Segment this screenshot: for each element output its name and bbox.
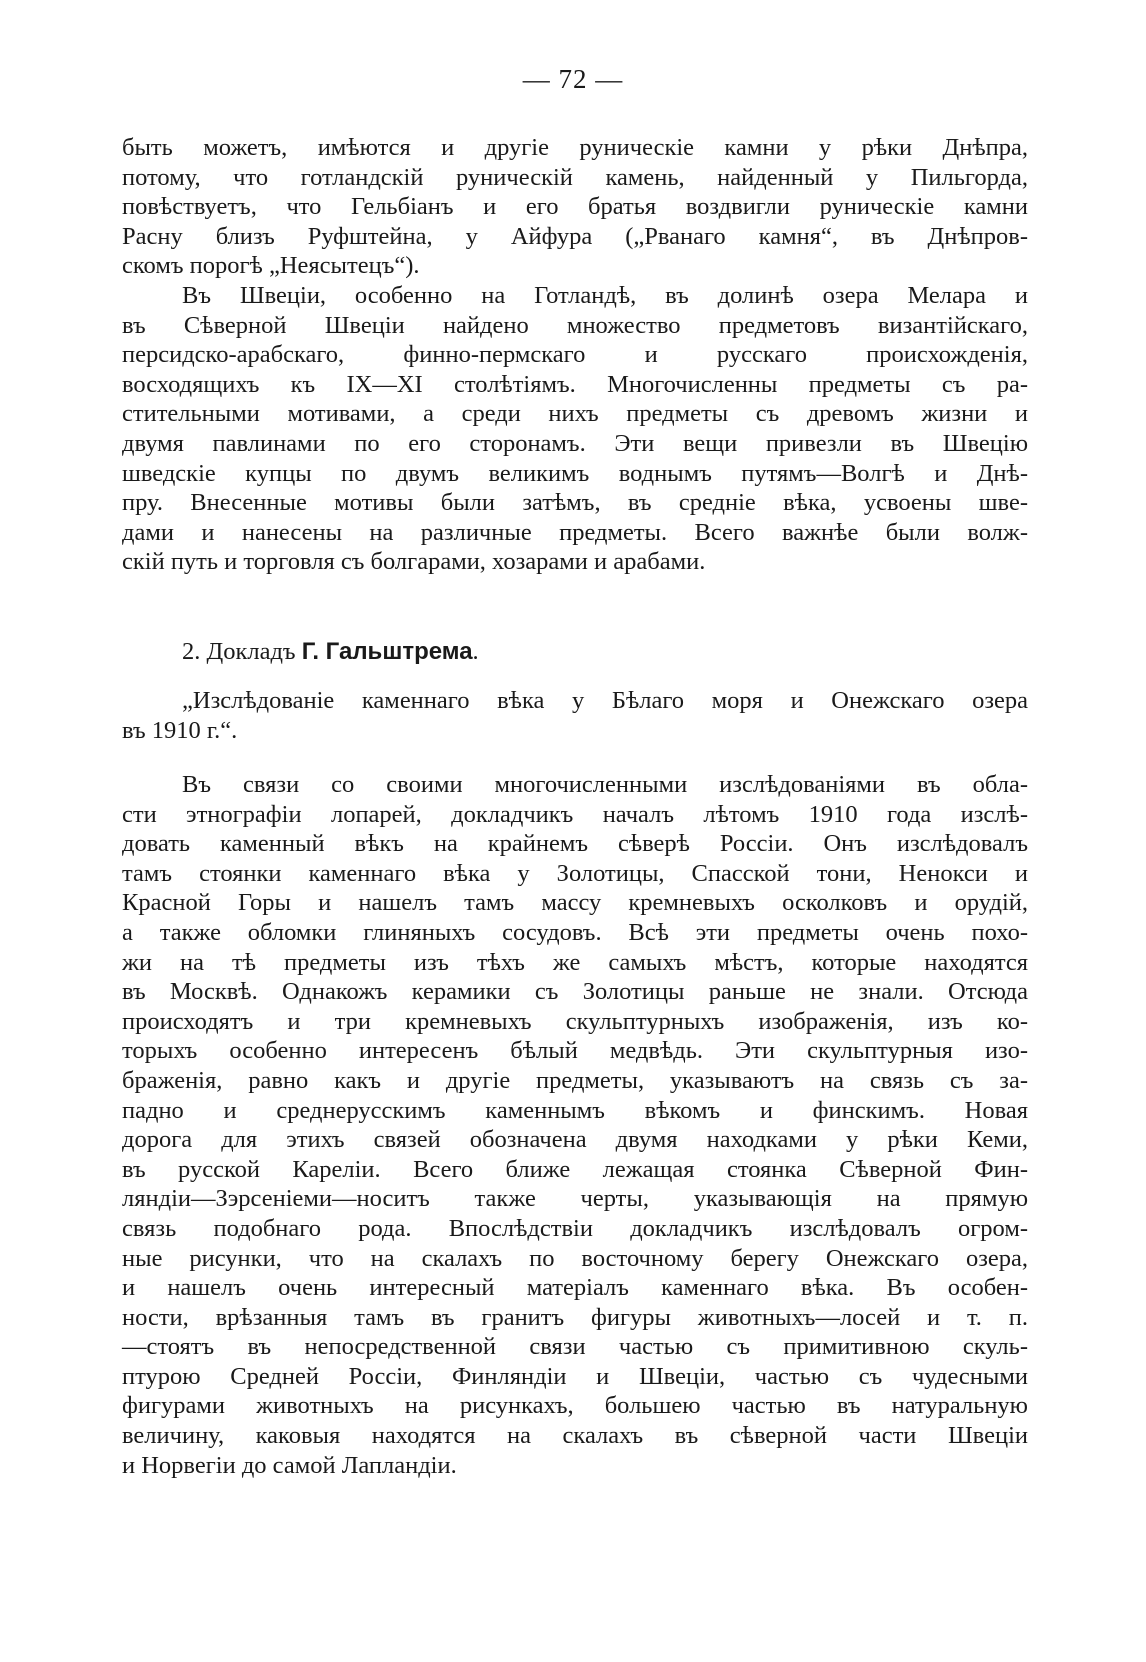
text-line: пру. Внесенные мотивы были затѣмъ, въ средніе вѣка, усвоены шве- <box>122 489 1028 517</box>
text-line: браженія, равно какъ и другіе предметы, указываютъ на связь съ за- <box>122 1066 1028 1094</box>
text-line: повѣствуетъ, что Гельбіанъ и его братья воздвигли руническіе камни <box>122 193 1028 221</box>
text-line: птурою Средней Россіи, Финляндіи и Швеціи, частью съ чудесными <box>122 1362 1028 1390</box>
text-line: ные рисунки, что на скалахъ по восточному берегу Онежскаго озера, <box>122 1244 1028 1272</box>
report-suffix: . <box>472 638 479 665</box>
text-line: и нашелъ очень интересный матеріалъ каменнаго вѣка. Въ особен- <box>122 1274 1028 1302</box>
text-line: скій путь и торговля съ болгарами, хозарами и арабами. <box>122 548 706 576</box>
report-speaker: Г. Гальштрема <box>301 638 473 665</box>
text-line: ности, врѣзанныя тамъ въ гранитъ фигуры животныхъ—лосей и т. п. <box>122 1303 1028 1331</box>
text-line: жи на тѣ предметы изъ тѣхъ же самыхъ мѣстъ, которые находятся <box>122 948 1028 976</box>
text-line: и Норвегіи до самой Лапландіи. <box>122 1451 457 1479</box>
text-line: а также обломки глиняныхъ сосудовъ. Всѣ эти предметы очень похо- <box>122 918 1028 946</box>
text-line: персидско-арабскаго, финно-пермскаго и русскаго происхожденія, <box>122 341 1028 369</box>
report-title-line: „Изслѣдованіе каменнаго вѣка у Бѣлаго моря и Онежскаго озера <box>182 687 1028 714</box>
text-line: довать каменный вѣкъ на крайнемъ сѣверѣ Россіи. Онъ изслѣдовалъ <box>122 830 1028 858</box>
text-line: —стоятъ въ непосредственной связи частью съ примитивною скуль- <box>122 1333 1028 1361</box>
text-line: въ Сѣверной Швеціи найдено множество предметовъ византійскаго, <box>122 311 1028 339</box>
section-heading <box>122 637 1028 669</box>
page-number: — 72 — <box>522 64 624 94</box>
text-line: Красной Горы и нашелъ тамъ массу кремневыхъ осколковъ и орудій, <box>122 889 1028 917</box>
text-line: Въ связи со своими многочисленными изслѣдованіями въ обла- <box>182 771 1028 798</box>
text-line: въ Москвѣ. Однакожъ керамики съ Золотицы раньше не знали. Отсюда <box>122 978 1028 1006</box>
text-line: потому, что готландскій руническій камень, найденный у Пильгорда, <box>122 163 1028 191</box>
report-title-line: въ 1910 г.“. <box>122 716 238 744</box>
text-line: шведскіе купцы по двумъ великимъ воднымъ путямъ—Волгѣ и Днѣ- <box>122 459 1028 487</box>
text-line: фигурами животныхъ на рисункахъ, большею частью въ натуральную <box>122 1392 1028 1420</box>
text-line: скомъ порогѣ „Неясытецъ“). <box>122 252 420 280</box>
text-line: сти этнографіи лопарей, докладчикъ началъ лѣтомъ 1910 года изслѣ- <box>122 800 1028 828</box>
text-line: торыхъ особенно интересенъ бѣлый медвѣдь. Эти скульптурныя изо- <box>122 1037 1028 1065</box>
report-prefix: 2. Докладъ <box>182 638 302 665</box>
text-line: Расну близъ Руфштейна, у Айфура („Рванаго камня“, въ Днѣпров- <box>122 222 1028 250</box>
text-line: ляндіи—Зэрсеніеми—носитъ также черты, указывающія на прямую <box>122 1185 1028 1213</box>
report-title <box>122 686 1028 745</box>
text-block-top <box>122 133 1028 577</box>
text-line: падно и среднерусскимъ каменнымъ вѣкомъ и финскимъ. Новая <box>122 1096 1028 1124</box>
text-line: связь подобнаго рода. Впослѣдствіи докладчикъ изслѣдовалъ огром- <box>122 1214 1028 1242</box>
report-heading <box>122 637 1028 669</box>
text-line: дорога для этихъ связей обозначена двумя находками у рѣки Кеми, <box>122 1126 1028 1154</box>
text-line: стительными мотивами, а среди нихъ предметы съ древомъ жизни и <box>122 400 1028 428</box>
text-line: величину, каковыя находятся на скалахъ въ сѣверной части Швеціи <box>122 1422 1028 1450</box>
text-block-report <box>122 770 1028 1480</box>
text-line: дами и нанесены на различные предметы. Всего важнѣе были волж- <box>122 518 1028 546</box>
text-line: происходятъ и три кремневыхъ скульптурныхъ изображенія, изъ ко- <box>122 1007 1028 1035</box>
text-line: восходящихъ къ IX—XI столѣтіямъ. Многочисленны предметы съ ра- <box>122 370 1028 398</box>
text-line: въ русской Кареліи. Всего ближе лежащая стоянка Сѣверной Фин- <box>122 1155 1028 1183</box>
text-line: быть можетъ, имѣются и другіе руническіе камни у рѣки Днѣпра, <box>122 134 1028 161</box>
text-line: Въ Швеціи, особенно на Готландѣ, въ долинѣ озера Мелара и <box>182 281 1028 309</box>
text-line: двумя павлинами по его сторонамъ. Эти вещи привезли въ Швецію <box>122 429 1028 457</box>
text-line: тамъ стоянки каменнаго вѣка у Золотицы, Спасской тони, Ненокси и <box>122 859 1028 887</box>
